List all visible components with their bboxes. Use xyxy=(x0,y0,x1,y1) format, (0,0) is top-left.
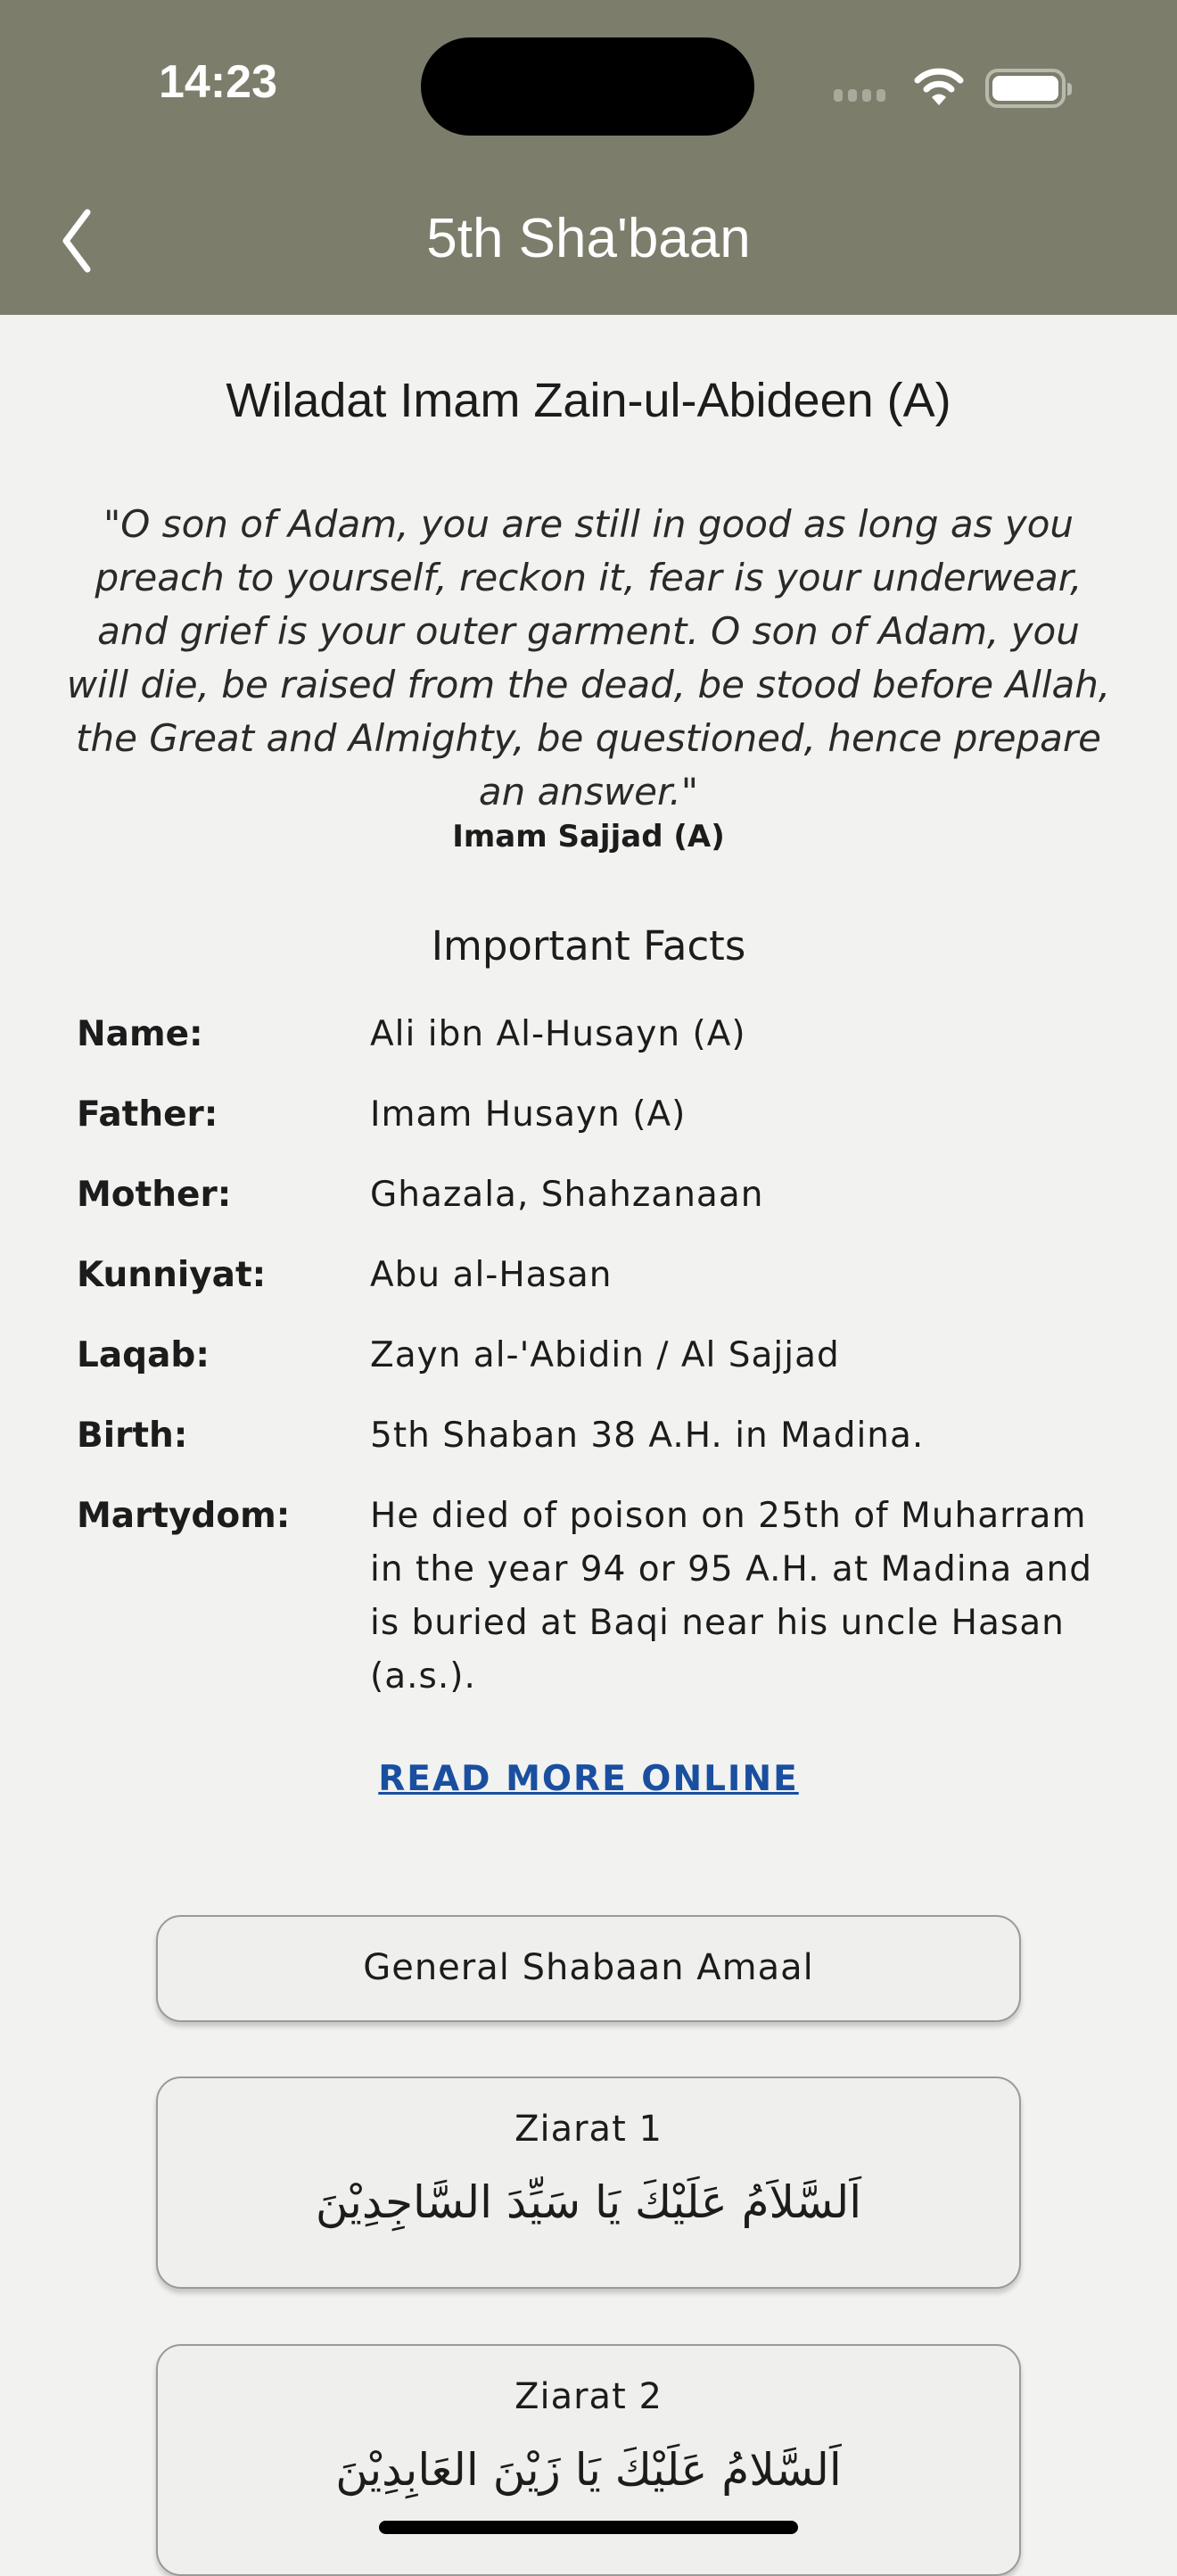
button-label: Ziarat 2 xyxy=(514,2376,663,2417)
fact-row-name xyxy=(77,1008,1111,1061)
page-title: 5th Sha'baan xyxy=(426,208,751,269)
fact-label: Father: xyxy=(77,1094,218,1135)
fact-row-laqab xyxy=(77,1329,1111,1383)
facts-heading: Important Facts xyxy=(431,922,746,970)
read-more-link[interactable]: READ MORE ONLINE xyxy=(378,1759,799,1799)
wifi-icon xyxy=(914,64,964,107)
battery-icon xyxy=(985,69,1066,108)
fact-row-mother xyxy=(77,1168,1111,1222)
fact-row-kunniyat xyxy=(77,1249,1111,1302)
fact-label: Laqab: xyxy=(77,1335,210,1375)
fact-value: He died of poison on 25th of Muharram in the year 94 or 95 A.H. at Madina and is buried at Baqi near his uncle Hasan (a.s.). xyxy=(370,1496,1093,1697)
ziarat-1-button[interactable] xyxy=(156,2076,1021,2289)
fact-row-martyrdom xyxy=(77,1490,1111,1704)
fact-value: Ghazala, Shahzanaan xyxy=(370,1175,764,1215)
home-indicator[interactable] xyxy=(379,2521,798,2534)
event-title: Wiladat Imam Zain-ul-Abideen (A) xyxy=(226,374,951,427)
dynamic-island xyxy=(421,37,754,136)
arabic-text: اَلسَّلاَمُ عَلَيْكَ يَا سَيِّدَ السَّاجِدِيْنَ xyxy=(315,2176,862,2228)
status-time: 14:23 xyxy=(159,56,277,108)
fact-value: Imam Husayn (A) xyxy=(370,1094,687,1135)
read-more-container xyxy=(0,1759,1177,1799)
fact-label: Name: xyxy=(77,1014,203,1054)
fact-label: Martydom: xyxy=(77,1496,291,1536)
cellular-signal-icon xyxy=(834,89,885,102)
fact-value: Abu al-Hasan xyxy=(370,1255,613,1295)
fact-value: Ali ibn Al-Husayn (A) xyxy=(370,1014,746,1054)
button-label: Ziarat 1 xyxy=(514,2109,663,2150)
arabic-text: اَلسَّلامُ عَلَيْكَ يَا زَيْنَ العَابِدِيْنَ xyxy=(335,2444,842,2496)
fact-value: Zayn al-'Abidin / Al Sajjad xyxy=(370,1335,840,1375)
fact-label: Mother: xyxy=(77,1175,232,1215)
nav-header xyxy=(0,0,1177,315)
quote-text: "O son of Adam, you are still in good as long as you preach to yourself, reckon it, fear is your underwear, and grief is your outer garment. O son of Adam, you will die, be raised from the dead, be stood before Allah, the Great and Almighty, be questioned, hence prepare an answer." xyxy=(66,502,1111,813)
fact-label: Kunniyat: xyxy=(77,1255,267,1295)
fact-value: 5th Shaban 38 A.H. in Madina. xyxy=(370,1416,925,1456)
fact-row-birth xyxy=(77,1409,1111,1463)
general-shabaan-amaal-button[interactable] xyxy=(156,1915,1021,2022)
quote-author: Imam Sajjad (A) xyxy=(452,819,725,855)
facts-list xyxy=(77,1008,1111,1730)
fact-label: Birth: xyxy=(77,1416,188,1456)
fact-row-father xyxy=(77,1088,1111,1142)
ziarat-2-button[interactable] xyxy=(156,2344,1021,2576)
button-label: General Shabaan Amaal xyxy=(363,1947,814,1988)
